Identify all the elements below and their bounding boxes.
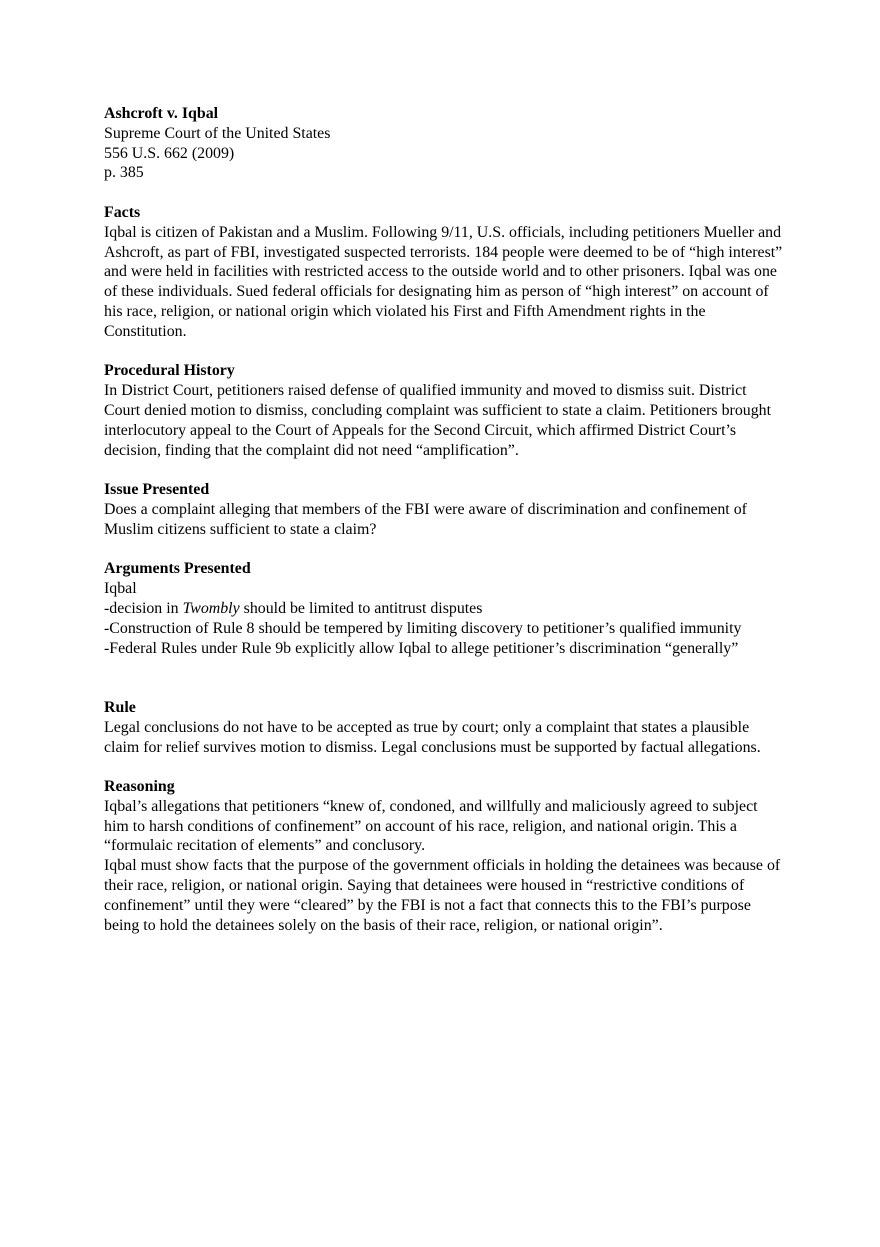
issue-text: Does a complaint alleging that members of the FBI were aware of discrimination and confinement of Muslim citizens sufficient to state a claim?	[104, 500, 747, 538]
procedural-history-heading: Procedural History	[104, 362, 235, 380]
facts-text: Iqbal is citizen of Pakistan and a Muslim. Following 9/11, U.S. officials, including petitioners Mueller and Ashcroft, as part of FBI, investigated suspected terrorists. 184 people were deemed to be of “high interest” and were held in facilities with restricted access to the outside world and to other prisoners. Iqbal was one of these individuals. Sued federal officials for designating him as person of “high interest” on account of his race, religion, or national origin which violated his First and Fifth Amendment rights in the Constitution.	[104, 223, 783, 340]
reasoning-section	[104, 777, 784, 935]
issue-section	[104, 480, 784, 539]
reasoning-heading: Reasoning	[104, 778, 175, 796]
argument-item-1-suffix: should be limited to antitrust disputes	[239, 599, 483, 617]
argument-item-1-prefix: -decision in	[104, 599, 183, 617]
argument-item-1	[104, 599, 784, 619]
rule-text: Legal conclusions do not have to be accepted as true by court; only a complaint that states a plausible claim for relief survives motion to dismiss. Legal conclusions must be supported by factual allegations.	[104, 718, 761, 756]
case-citation: 556 U.S. 662 (2009)	[104, 144, 235, 162]
arguments-party: Iqbal	[104, 580, 137, 598]
reasoning-paragraph-2: Iqbal must show facts that the purpose of the government officials in holding the detainees was because of their race, religion, or national origin. Saying that detainees were housed in “restrictive conditions of confinement” until they were “cleared” by the FBI is not a fact that connects this to the FBI’s purpose being to hold the detainees solely on the basis of their race, religion, or national origin”.	[104, 857, 781, 934]
argument-item-2: -Construction of Rule 8 should be tempered by limiting discovery to petitioner’s qualified immunity	[104, 619, 742, 637]
rule-section	[104, 698, 784, 757]
court-name: Supreme Court of the United States	[104, 124, 331, 142]
case-header	[104, 104, 784, 183]
procedural-history-section	[104, 361, 784, 460]
arguments-section	[104, 559, 784, 658]
document-page	[104, 104, 784, 935]
case-title: Ashcroft v. Iqbal	[104, 105, 219, 122]
facts-section	[104, 203, 784, 342]
reasoning-paragraph-1: Iqbal’s allegations that petitioners “knew of, condoned, and willfully and maliciously agreed to subject him to harsh conditions of confinement” on account of his race, religion, and national origin. This a “formulaic recitation of elements” and conclusory.	[104, 797, 758, 855]
rule-heading: Rule	[104, 698, 136, 716]
arguments-heading: Arguments Presented	[104, 560, 251, 578]
twombly-case-name: Twombly	[182, 599, 240, 617]
argument-item-3: -Federal Rules under Rule 9b explicitly allow Iqbal to allege petitioner’s discrimination “generally”	[104, 639, 739, 657]
procedural-history-text: In District Court, petitioners raised defense of qualified immunity and moved to dismiss suit. District Court denied motion to dismiss, concluding complaint was sufficient to state a claim. Petitioners brought interlocutory appeal to the Court of Appeals for the Second Circuit, which affirmed District Court’s decision, finding that the complaint did not need “amplification”.	[104, 382, 772, 459]
facts-heading: Facts	[104, 203, 141, 221]
page-reference: p. 385	[104, 164, 144, 182]
issue-heading: Issue Presented	[104, 481, 210, 499]
